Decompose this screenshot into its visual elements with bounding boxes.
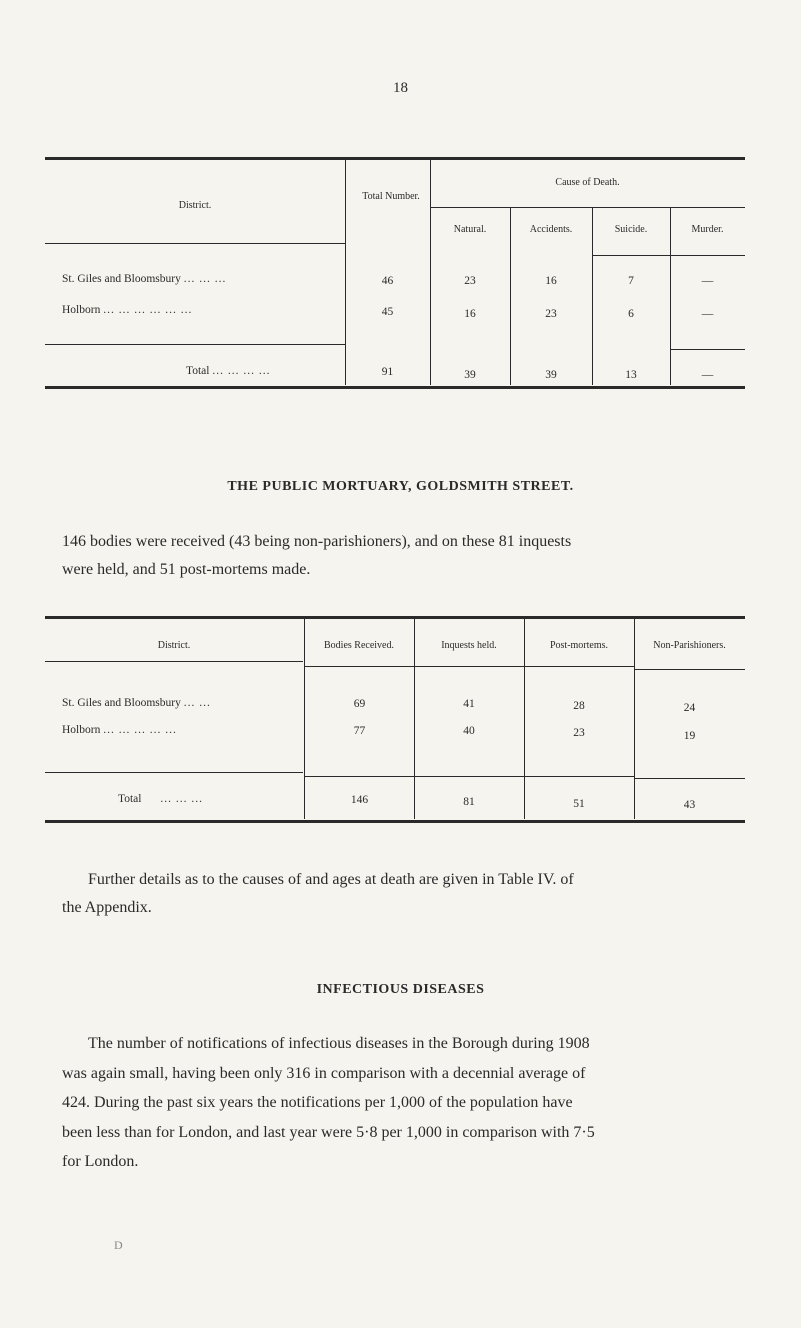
paragraph-line: Further details as to the causes of and ages at death are given in Table IV. of: [88, 871, 574, 888]
suicide-value: 13: [625, 369, 637, 381]
total-label: Total: [186, 365, 210, 377]
accidents-value: 16: [545, 275, 557, 287]
leader-dots: ... ... ... ... ...: [103, 724, 177, 736]
table1-vline: [592, 208, 593, 385]
accidents-value: 23: [545, 308, 557, 320]
table2-total-rule: [634, 778, 745, 779]
table2-vline: [524, 619, 525, 819]
table2-total-rule: [45, 772, 303, 773]
table-row: [62, 697, 211, 709]
inquests-held-value: 40: [463, 725, 475, 737]
murder-value: —: [701, 369, 714, 381]
natural-value: 23: [464, 275, 476, 287]
paragraph-line: the Appendix.: [62, 899, 152, 916]
table1-vline: [670, 208, 671, 385]
paragraph-line: 146 bodies were received (43 being non-parishioners), and on these 81 inquests: [62, 533, 572, 550]
footer-mark: D: [114, 1238, 123, 1252]
table-row: [62, 273, 226, 285]
table-row: [62, 724, 177, 736]
table2-total-rule: [305, 776, 634, 777]
bodies-received-value: 69: [353, 698, 366, 710]
table2-header-rule: [305, 666, 634, 667]
paragraph-line: been less than for London, and last year were 5·8 per 1,000 in comparison with 7·5: [62, 1123, 595, 1141]
table1-header-accidents: Accidents.: [529, 224, 573, 235]
table2-header-non-parishioners: Non-Parishioners.: [653, 640, 726, 651]
table2-header-inquests-held: Inquests held.: [441, 640, 497, 651]
table1-vline: [430, 160, 431, 385]
total-label: Total: [118, 793, 142, 805]
table1-cause-rule: [430, 207, 745, 208]
table1-header-murder: Murder.: [691, 224, 724, 235]
table1-sub-rule: [592, 255, 745, 256]
suicide-value: 6: [628, 308, 634, 320]
leader-dots: ... ...: [183, 697, 211, 709]
table1-bottom-rule: [45, 386, 745, 389]
table1-vline: [510, 208, 511, 385]
bodies-received-value: 146: [350, 794, 369, 806]
non-parishioners-value: 19: [683, 730, 696, 742]
table1-total-rule: [670, 349, 745, 350]
total-number-value: 45: [381, 306, 394, 318]
murder-value: —: [701, 275, 714, 287]
post-mortems-value: 51: [573, 798, 585, 810]
table2-header-bodies-received: Bodies Received.: [324, 640, 394, 651]
suicide-value: 7: [628, 275, 634, 287]
district-name: Holborn: [62, 724, 101, 736]
post-mortems-value: 28: [573, 700, 585, 712]
natural-value: 16: [464, 308, 476, 320]
total-row: [186, 365, 270, 377]
table2-header-rule: [634, 669, 745, 670]
paragraph-line: 424. During the past six years the notifications per 1,000 of the population have: [62, 1094, 573, 1111]
non-parishioners-value: 24: [683, 702, 696, 714]
paragraph-line: were held, and 51 post-mortems made.: [62, 561, 311, 578]
table2-bottom-rule: [45, 820, 745, 823]
total-row: [118, 793, 203, 805]
murder-value: —: [701, 308, 714, 320]
table1-total-rule: [45, 344, 345, 345]
table1-header-district: District.: [178, 200, 212, 211]
paragraph-line: The number of notifications of infectious diseases in the Borough during 1908: [88, 1035, 590, 1052]
table2-header-district: District.: [157, 640, 191, 651]
table1-header-natural: Natural.: [453, 224, 487, 235]
non-parishioners-value: 43: [683, 799, 696, 811]
district-name: St. Giles and Bloomsbury: [62, 273, 181, 285]
leader-dots: ... ... ...: [183, 273, 227, 285]
table2-top-rule: [45, 616, 745, 619]
mortuary-paragraph: [62, 528, 762, 584]
accidents-value: 39: [545, 369, 557, 381]
table1-district-rule: [45, 243, 345, 244]
table2-vline: [304, 619, 305, 819]
paragraph-line: for London.: [62, 1153, 139, 1170]
paragraph-line: was again small, having been only 316 in comparison with a decennial average of: [62, 1064, 586, 1082]
total-number-value: 46: [381, 275, 394, 287]
mortuary-heading: THE PUBLIC MORTUARY, GOLDSMITH STREET.: [227, 479, 574, 494]
table1-top-rule: [45, 157, 745, 160]
table2-header-post-mortems: Post-mortems.: [549, 640, 609, 651]
table2-vline: [414, 619, 415, 819]
table1-vline: [345, 160, 346, 385]
page-number: 18: [393, 80, 408, 96]
post-mortems-value: 23: [573, 727, 585, 739]
leader-dots: ... ... ... ... ... ...: [103, 304, 193, 316]
inquests-held-value: 81: [463, 796, 475, 808]
table1-header-total-number: Total Number.: [362, 191, 420, 202]
natural-value: 39: [464, 369, 476, 381]
total-number-value: 91: [381, 366, 394, 378]
table2-header-rule: [45, 661, 303, 662]
table1-header-cause-of-death: Cause of Death.: [555, 177, 620, 188]
district-name: St. Giles and Bloomsbury: [62, 697, 181, 709]
table-row: [62, 304, 192, 316]
table2-vline: [634, 619, 635, 819]
district-name: Holborn: [62, 304, 101, 316]
table1-header-suicide: Suicide.: [614, 224, 648, 235]
infectious-diseases-heading: INFECTIOUS DISEASES: [316, 982, 485, 997]
further-details-paragraph: [62, 866, 762, 922]
bodies-received-value: 77: [353, 725, 366, 737]
leader-dots: ... ... ... ...: [212, 365, 271, 377]
leader-dots: ... ... ...: [160, 793, 203, 805]
infectious-diseases-paragraph: [62, 1029, 762, 1177]
inquests-held-value: 41: [463, 698, 475, 710]
